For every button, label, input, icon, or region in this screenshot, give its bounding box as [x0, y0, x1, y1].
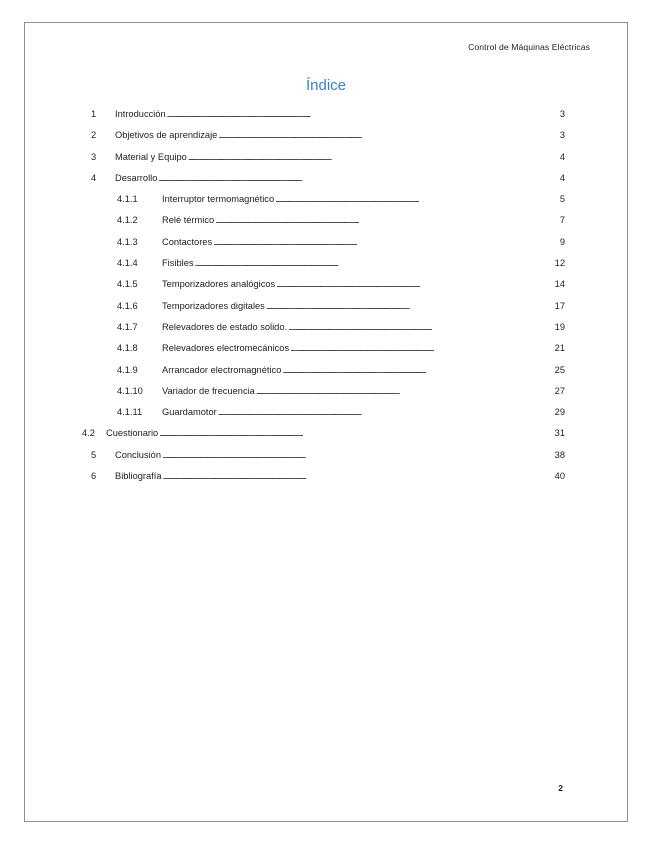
toc-entry-number: 4.1.11 — [117, 407, 143, 418]
dot-leader — [159, 428, 553, 438]
toc-entry-page: 4 — [559, 172, 565, 183]
toc-entry[interactable] — [91, 386, 565, 407]
toc-entry[interactable] — [91, 407, 565, 428]
toc-entry-page: 4 — [559, 151, 565, 162]
toc-entry-title: Conclusión — [115, 449, 161, 460]
toc-entry-title: Bibliografía — [115, 471, 162, 482]
dot-leader — [290, 343, 554, 353]
dot-leader — [256, 386, 554, 396]
toc-entry[interactable] — [82, 428, 565, 449]
toc-entry-page: 19 — [554, 321, 565, 332]
toc-entry-page: 14 — [554, 279, 565, 290]
toc-entry-title: Introducción — [115, 109, 166, 119]
dot-leader — [218, 130, 558, 140]
toc-entry-title: Variador de frecuencia — [162, 385, 255, 396]
page-number: 2 — [558, 783, 563, 793]
toc-entry-page: 25 — [554, 364, 565, 375]
toc-title: Índice — [305, 77, 347, 94]
dot-leader — [282, 365, 553, 375]
toc-entry-number: 4.1.6 — [117, 300, 138, 311]
toc-entry[interactable] — [91, 343, 565, 364]
toc-entry[interactable] — [91, 365, 565, 386]
toc-entry-title: Interruptor termomagnético — [162, 194, 275, 205]
toc-entry-number: 3 — [91, 151, 97, 162]
toc-entry-number: 5 — [91, 449, 97, 460]
toc-entry[interactable] — [91, 109, 565, 130]
table-of-contents — [82, 109, 565, 492]
toc-entry-number: 4.1.4 — [117, 258, 138, 269]
toc-entry-page: 12 — [554, 258, 565, 269]
toc-entry-title: Fisibles — [162, 258, 194, 269]
toc-entry-page: 40 — [554, 471, 565, 482]
toc-entry-page: 5 — [559, 194, 565, 205]
toc-entry-page: 3 — [559, 130, 565, 141]
toc-entry-page: 9 — [559, 236, 565, 247]
toc-entry[interactable] — [91, 450, 565, 471]
toc-entry-title: Temporizadores digitales — [162, 300, 265, 311]
toc-entry-number: 2 — [91, 130, 97, 141]
dot-leader — [218, 407, 554, 417]
toc-entry-number: 6 — [91, 471, 97, 482]
toc-entry-page: 17 — [554, 300, 565, 311]
toc-entry[interactable] — [91, 279, 565, 300]
toc-entry-number: 4.1.3 — [117, 236, 138, 247]
toc-entry-number: 4.1.2 — [117, 215, 138, 226]
dot-leader — [195, 258, 554, 268]
document-page — [24, 22, 628, 822]
toc-entry-number: 4.1.1 — [117, 194, 138, 205]
toc-entry[interactable] — [91, 215, 565, 236]
toc-entry-title: Guardamotor — [162, 407, 217, 418]
dot-leader — [213, 237, 559, 247]
toc-entry-page: 7 — [559, 215, 565, 226]
dot-leader — [188, 152, 559, 162]
toc-entry-number: 4.1.5 — [117, 279, 138, 290]
toc-entry-page: 31 — [554, 428, 565, 439]
dot-leader — [266, 301, 554, 311]
toc-entry-title: Desarrollo — [115, 172, 158, 183]
toc-entry-page: 27 — [554, 385, 565, 396]
toc-entry-title: Arrancador electromagnético — [162, 364, 282, 375]
dot-leader — [167, 109, 559, 119]
running-header: Control de Máquinas Eléctricas — [468, 42, 590, 52]
dot-leader — [215, 215, 559, 225]
toc-entry-title: Cuestionario — [106, 428, 159, 439]
toc-entry-page: 21 — [554, 343, 565, 354]
toc-entry-number: 4.1.10 — [117, 385, 143, 396]
dot-leader — [163, 471, 554, 481]
toc-entry-number: 1 — [91, 109, 97, 119]
toc-entry[interactable] — [91, 152, 565, 173]
toc-entry-title: Relevadores electromecánicos — [162, 343, 290, 354]
toc-entry-title: Relé térmico — [162, 215, 215, 226]
toc-entry-number: 4.2 — [82, 428, 95, 439]
toc-entry-number: 4.1.7 — [117, 321, 138, 332]
toc-entry[interactable] — [91, 173, 565, 194]
dot-leader — [158, 173, 558, 183]
toc-entry[interactable] — [91, 258, 565, 279]
toc-entry-number: 4 — [91, 172, 97, 183]
toc-entry[interactable] — [91, 237, 565, 258]
toc-entry-title: Contactores — [162, 236, 213, 247]
toc-entry-page: 3 — [559, 109, 565, 119]
toc-entry-title: Material y Equipo — [115, 151, 187, 162]
toc-entry[interactable] — [91, 301, 565, 322]
toc-entry[interactable] — [91, 471, 565, 492]
dot-leader — [288, 322, 554, 332]
toc-entry-number: 4.1.9 — [117, 364, 138, 375]
dot-leader — [275, 194, 559, 204]
toc-entry-title: Relevadores de estado solido. — [162, 321, 288, 332]
dot-leader — [276, 279, 553, 289]
toc-entry[interactable] — [91, 322, 565, 343]
toc-entry-title: Temporizadores analógicos — [162, 279, 276, 290]
toc-entry-title: Objetivos de aprendizaje — [115, 130, 218, 141]
toc-entry-number: 4.1.8 — [117, 343, 138, 354]
toc-entry[interactable] — [91, 130, 565, 151]
toc-entry-page: 38 — [554, 449, 565, 460]
toc-entry-page: 29 — [554, 407, 565, 418]
toc-entry[interactable] — [91, 194, 565, 215]
dot-leader — [162, 450, 554, 460]
